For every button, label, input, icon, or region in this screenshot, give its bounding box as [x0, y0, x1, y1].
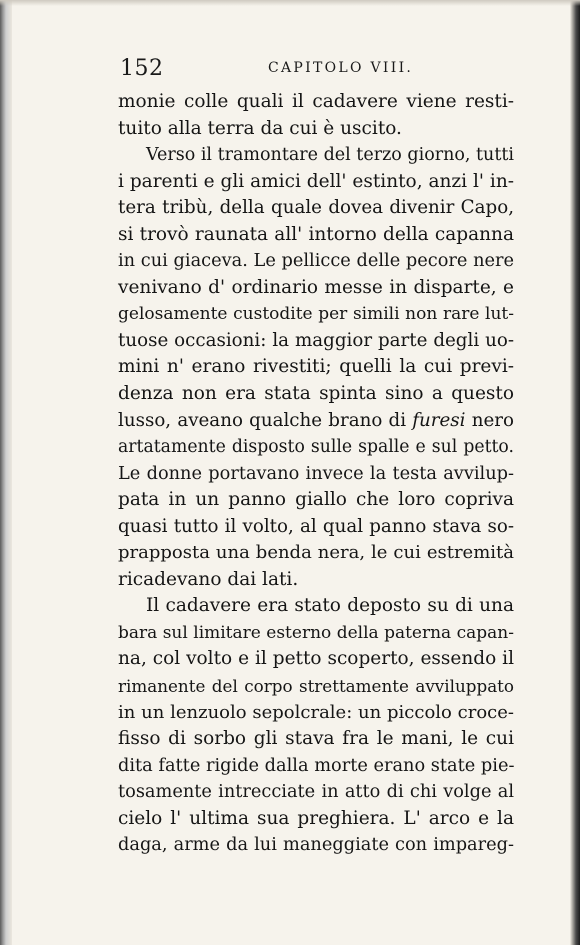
text-line: tuose occasioni: la maggior parte degli uo- [118, 329, 514, 351]
text-segment: nero [465, 409, 514, 431]
page-gutter-shadow [0, 0, 12, 945]
page-top-shadow [0, 0, 580, 6]
text-line: Verso il tramontare del terzo giorno, tutti [146, 145, 514, 166]
page-edge-shadow [570, 0, 580, 945]
page-number: 152 [120, 56, 164, 81]
text-line: denza non era stata spinta sino a questo [118, 383, 514, 405]
text-line: monie colle quali il cadavere viene resti- [118, 91, 514, 112]
running-head: CAPITOLO VIII. [268, 60, 414, 76]
text-line: rimanente del corpo strettamente avviluppato [118, 676, 514, 697]
text-line: prapposta una benda nera, le cui estremità [118, 542, 514, 564]
text-line: pata in un panno giallo che loro copriva [118, 489, 514, 511]
text-line: quasi tutto il volto, al qual panno stava so- [118, 515, 514, 537]
text-line: artatamente disposto sulle spalle e sul petto. [118, 437, 514, 458]
text-line: na, col volto e il petto scoperto, essendo il [118, 648, 514, 670]
text-line: dita fatte rigide dalla morte erano state pie- [118, 755, 515, 776]
text-line: tosamente intrecciate in atto di chi volge al [118, 782, 514, 803]
italic-word: furesi [412, 409, 466, 431]
body-text [118, 89, 514, 859]
text-line: bara sul limitare esterno della paterna capan- [118, 622, 514, 643]
text-line: i parenti e gli amici dell' estinto, anzi l' in- [118, 170, 514, 192]
text-line: ricadevano dai lati. [118, 568, 299, 590]
text-line: fisso di sorbo gli stava fra le mani, le cui [118, 728, 514, 750]
page-header [120, 56, 520, 86]
text-line: venivano d' ordinario messe in disparte, e [118, 276, 514, 298]
text-segment: lusso, aveano qualche brano di [118, 409, 413, 431]
text-line: in un lenzuolo sepolcrale: un piccolo croce- [118, 701, 514, 723]
text-line: tuito alla terra da cui è uscito. [118, 117, 402, 139]
text-line-with-italic [118, 408, 514, 435]
text-line: si trovò raunata all' intorno della capanna [118, 223, 514, 245]
text-line: Le donne portavano invece la testa avvilup- [118, 463, 514, 484]
text-line: gelosamente custodite per simili non rare lut- [118, 304, 514, 325]
text-line: in cui giaceva. Le pellicce delle pecore nere [118, 251, 514, 272]
text-line: daga, arme da lui maneggiate con impareg- [118, 835, 514, 856]
text-line: mini n' erano rivestiti; quelli la cui previ- [118, 356, 514, 378]
text-line: Il cadavere era stato deposto su di una [146, 595, 514, 617]
text-line: tera tribù, della quale dovea divenir Capo, [118, 197, 514, 219]
text-line: cielo l' ultima sua preghiera. L' arco e la [118, 807, 514, 829]
